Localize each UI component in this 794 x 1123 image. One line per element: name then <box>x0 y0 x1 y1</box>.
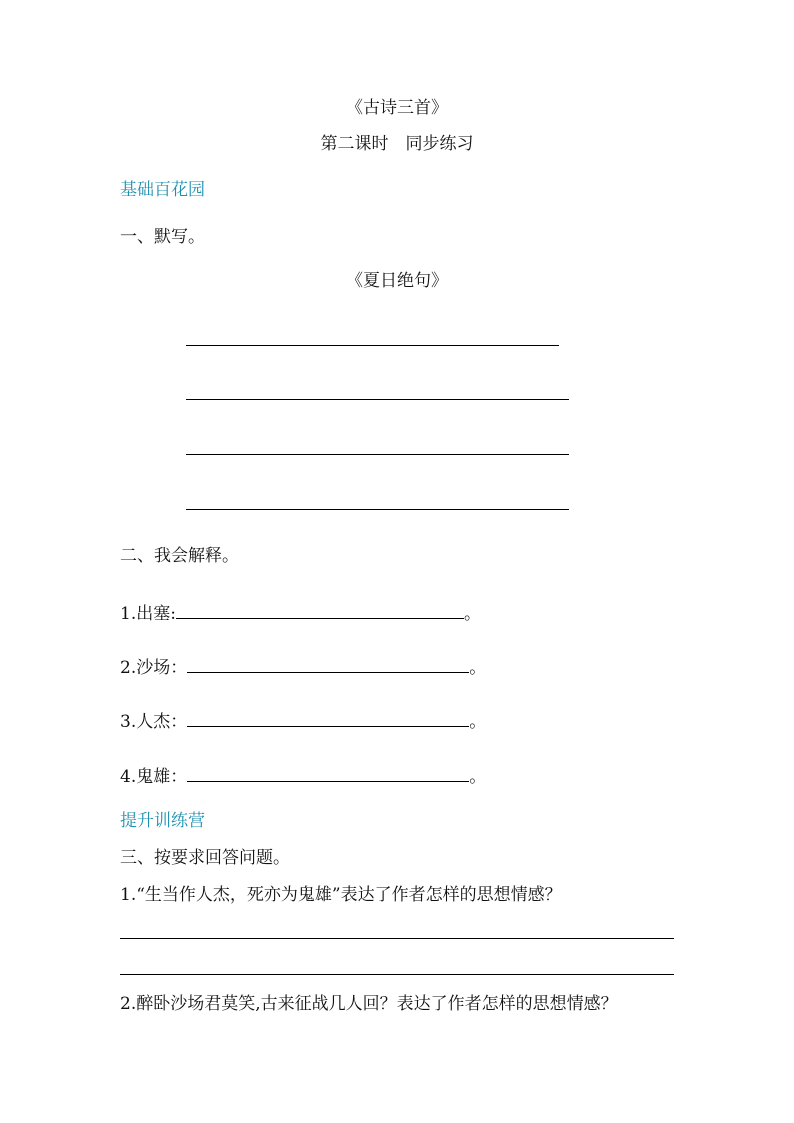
explain-item-1-end: 。 <box>463 604 481 624</box>
question-2-label: 二、我会解释。 <box>120 546 239 566</box>
explain-item-3 <box>120 712 486 731</box>
explain-item-4 <box>120 767 486 786</box>
page-subtitle: 第二课时 同步练习 <box>320 134 474 154</box>
explain-item-2-end: 。 <box>469 658 487 678</box>
explain-item-4-end: 。 <box>469 767 487 787</box>
explain-item-2 <box>120 658 486 677</box>
explain-item-1-text: 1.出塞: <box>120 604 176 624</box>
explain-item-3-blank[interactable] <box>187 712 469 727</box>
answer-line-2[interactable] <box>120 974 674 975</box>
explain-item-2-blank[interactable] <box>187 658 469 673</box>
question-3-label: 三、按要求回答问题。 <box>120 848 290 868</box>
explain-item-1 <box>120 604 481 623</box>
recitation-line-3[interactable] <box>186 454 569 455</box>
explain-item-4-blank[interactable] <box>187 767 469 782</box>
section-heading-advanced: 提升训练营 <box>120 811 205 831</box>
recitation-line-2[interactable] <box>186 399 569 400</box>
recitation-line-4[interactable] <box>186 509 569 510</box>
page-title: 《古诗三首》 <box>346 98 448 118</box>
explain-item-2-text: 2.沙场： <box>120 658 188 678</box>
poem-title: 《夏日绝句》 <box>346 271 448 291</box>
question-1-label: 一、默写。 <box>120 227 205 247</box>
question-3-item-1: 1.“生当作人杰，死亦为鬼雄”表达了作者怎样的思想情感？ <box>120 885 562 905</box>
section-heading-basics: 基础百花园 <box>120 180 205 200</box>
answer-line-1[interactable] <box>120 938 674 939</box>
explain-item-4-text: 4.鬼雄： <box>120 767 188 787</box>
explain-item-3-end: 。 <box>469 712 487 732</box>
recitation-line-1[interactable] <box>186 345 559 346</box>
explain-item-1-blank[interactable] <box>176 604 464 619</box>
question-3-item-2: 2.醉卧沙场君莫笑,古来征战几人回？表达了作者怎样的思想情感？ <box>120 994 618 1014</box>
explain-item-3-text: 3.人杰： <box>120 712 188 732</box>
